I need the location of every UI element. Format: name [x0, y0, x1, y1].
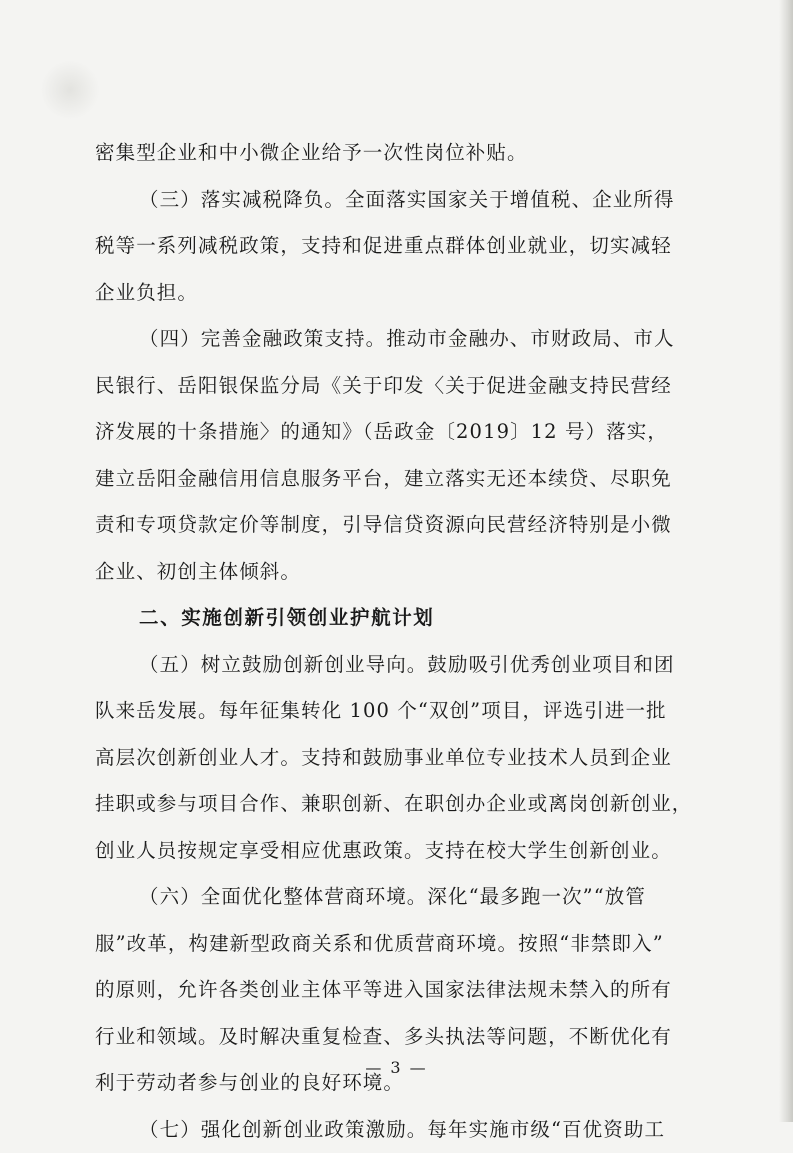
paragraph-line: 企业、初创主体倾斜。	[95, 549, 695, 596]
paragraph-line: 利于劳动者参与创业的良好环境。	[95, 1060, 695, 1107]
scan-artifact	[40, 60, 100, 120]
paragraph-line: （六）全面优化整体营商环境。深化“最多跑一次”“放管	[95, 874, 695, 921]
paragraph-line: 税等一系列减税政策，支持和促进重点群体创业就业，切实减轻	[95, 223, 695, 270]
paragraph-line: 密集型企业和中小微企业给予一次性岗位补贴。	[95, 130, 695, 177]
paragraph-line: 创业人员按规定享受相应优惠政策。支持在校大学生创新创业。	[95, 828, 695, 875]
paragraph-line: 的原则，允许各类创业主体平等进入国家法律法规未禁入的所有	[95, 967, 695, 1014]
paragraph-line: （四）完善金融政策支持。推动市金融办、市财政局、市人	[95, 316, 695, 363]
paragraph-line: 责和专项贷款定价等制度，引导信贷资源向民营经济特别是小微	[95, 502, 695, 549]
paragraph-line: 企业负担。	[95, 270, 695, 317]
paragraph-line: 挂职或参与项目合作、兼职创新、在职创办企业或离岗创新创业，	[95, 781, 695, 828]
paragraph-line: 民银行、岳阳银保监分局《关于印发〈关于促进金融支持民营经	[95, 363, 695, 410]
paragraph-line: 高层次创新创业人才。支持和鼓励事业单位专业技术人员到企业	[95, 735, 695, 782]
paragraph-line: 行业和领域。及时解决重复检查、多头执法等问题，不断优化有	[95, 1014, 695, 1061]
paragraph-line: 济发展的十条措施〉的通知》（岳政金〔2019〕12 号）落实，	[95, 409, 695, 456]
document-body	[95, 130, 695, 1153]
section-heading: 二、实施创新引领创业护航计划	[95, 595, 695, 642]
scan-edge-shadow	[779, 0, 793, 1122]
paragraph-line: 队来岳发展。每年征集转化 100 个“双创”项目，评选引进一批	[95, 688, 695, 735]
paragraph-line: （七）强化创新创业政策激励。每年实施市级“百优资助工	[95, 1107, 695, 1153]
paragraph-line: （五）树立鼓励创新创业导向。鼓励吸引优秀创业项目和团	[95, 642, 695, 689]
paragraph-line: 建立岳阳金融信用信息服务平台，建立落实无还本续贷、尽职免	[95, 456, 695, 503]
paragraph-line: （三）落实减税降负。全面落实国家关于增值税、企业所得	[95, 177, 695, 224]
page-number: — 3 —	[0, 1058, 793, 1077]
paragraph-line: 服”改革，构建新型政商关系和优质营商环境。按照“非禁即入”	[95, 921, 695, 968]
